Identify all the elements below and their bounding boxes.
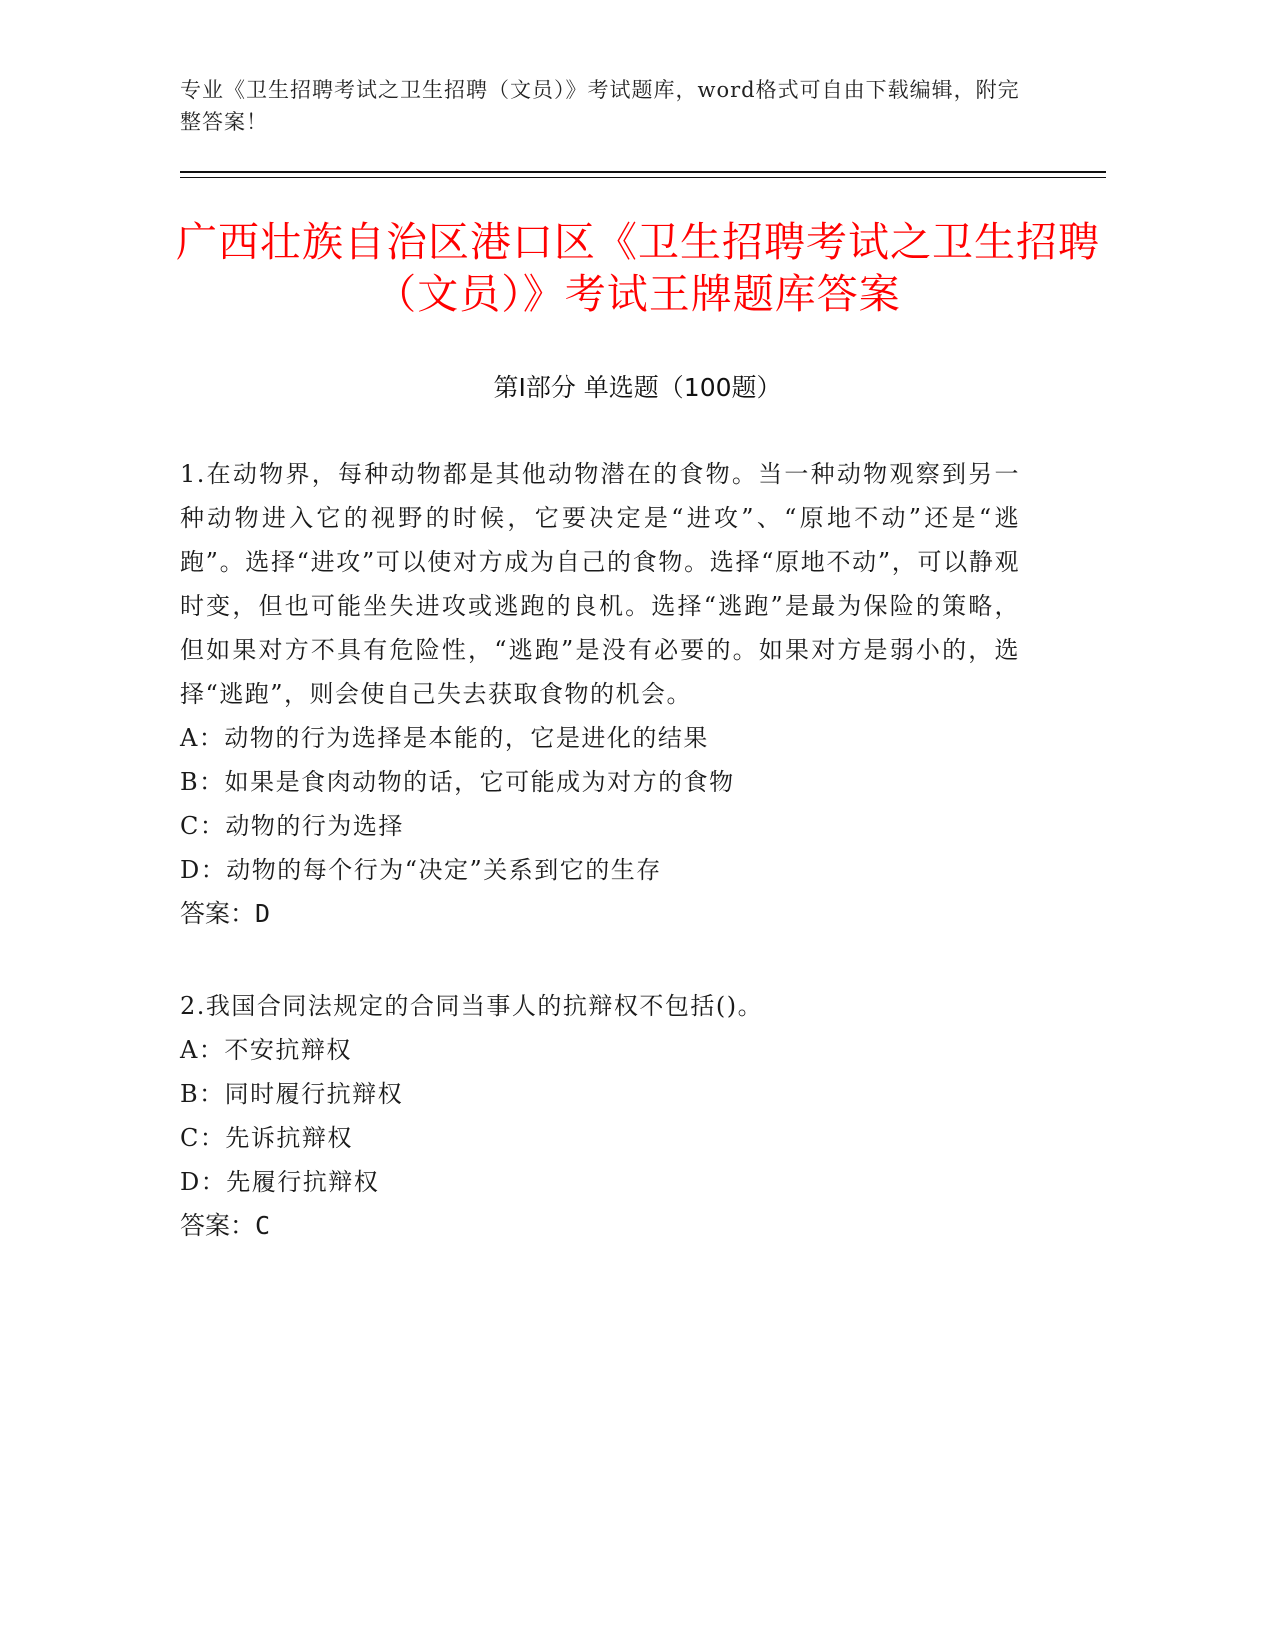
question-stem: 2.我国合同法规定的合同当事人的抗辩权不包括()。 — [180, 992, 764, 1020]
option-c: C：动物的行为选择 — [180, 812, 404, 840]
header-divider-thick — [180, 171, 1106, 173]
option-a: A：动物的行为选择是本能的，它是进化的结果 — [180, 724, 709, 752]
option-b: B：同时履行抗辩权 — [180, 1080, 404, 1108]
answer-value: D — [255, 899, 271, 928]
option-d: D：先履行抗辩权 — [180, 1168, 380, 1196]
question-1 — [180, 452, 1020, 936]
answer-label: 答案： — [180, 899, 256, 928]
answer-label: 答案： — [180, 1211, 256, 1240]
question-list — [180, 452, 1020, 1296]
answer-line — [180, 892, 1020, 936]
document-title: 广西壮族自治区港口区《卫生招聘考试之卫生招聘（文员）》考试王牌题库答案 — [176, 218, 1100, 318]
intro-text: 专业《卫生招聘考试之卫生招聘（文员）》考试题库，word格式可自由下载编辑，附完整答案！ — [180, 78, 1020, 134]
answer-value: C — [255, 1211, 271, 1240]
question-2 — [180, 984, 1020, 1248]
answer-line — [180, 1204, 1020, 1248]
option-a: A：不安抗辩权 — [180, 1036, 352, 1064]
question-stem: 1.在动物界，每种动物都是其他动物潜在的食物。当一种动物观察到另一种动物进入它的视野的时候，它要决定是“进攻”、“原地不动”还是“逃跑”。选择“进攻”可以使对方成为自己的食物。选择“原地不动”，可以静观时变，但也可能坐失进攻或逃跑的良机。选择“逃跑”是最为保险的策略，但如果对方不具有危险性，“逃跑”是没有必要的。如果对方是弱小的，选择“逃跑”，则会使自己失去获取食物的机会。 — [180, 460, 1020, 708]
option-d: D：动物的每个行为“决定”关系到它的生存 — [180, 856, 662, 884]
option-c: C：先诉抗辩权 — [180, 1124, 353, 1152]
section-heading: 第Ⅰ部分 单选题（100题） — [493, 373, 782, 402]
option-b: B：如果是食肉动物的话，它可能成为对方的食物 — [180, 768, 735, 796]
header-divider-thin — [180, 177, 1106, 178]
